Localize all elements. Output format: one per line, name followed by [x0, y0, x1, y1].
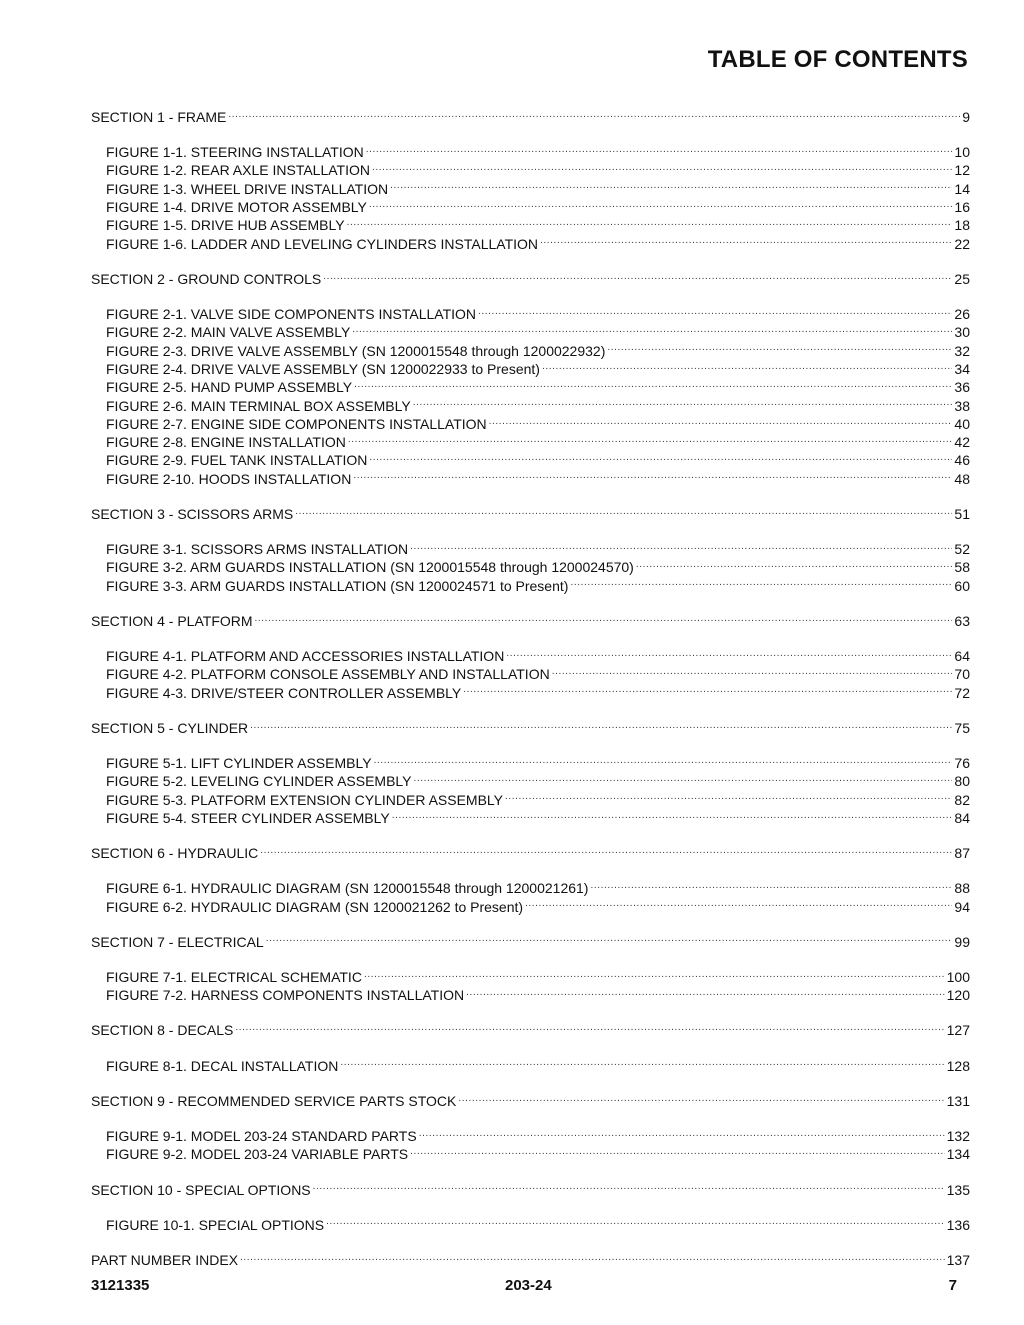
- dot-leader: [570, 577, 952, 591]
- toc-figure-entry[interactable]: [91, 216, 970, 234]
- toc-section-entry-page: 135: [946, 1181, 970, 1198]
- toc-section-entry[interactable]: [91, 270, 970, 288]
- toc-figure-entry[interactable]: [91, 342, 970, 360]
- toc-section-entry[interactable]: [91, 1021, 970, 1039]
- dot-leader: [255, 612, 953, 626]
- toc-figure-entry-label: FIGURE 1-5. DRIVE HUB ASSEMBLY: [106, 217, 345, 234]
- dot-leader: [374, 754, 953, 768]
- toc-figure-entry-label: FIGURE 2-7. ENGINE SIDE COMPONENTS INSTALLATION: [106, 415, 487, 432]
- toc-section-entry[interactable]: [91, 1251, 970, 1269]
- toc-figure-entry-label: FIGURE 2-6. MAIN TERMINAL BOX ASSEMBLY: [106, 397, 411, 414]
- footer-doc-number: 3121335: [91, 1277, 150, 1294]
- toc-figure-entry-page: 18: [954, 217, 970, 234]
- toc-figure-entry-label: FIGURE 2-2. MAIN VALVE ASSEMBLY: [106, 324, 351, 341]
- toc-section-entry-label: SECTION 9 - RECOMMENDED SERVICE PARTS STOCK: [91, 1092, 457, 1109]
- toc-section-entry-label: SECTION 4 - PLATFORM: [91, 612, 253, 629]
- dot-leader: [392, 809, 953, 823]
- toc-section-entry-page: 75: [954, 719, 970, 736]
- toc-figure-entry[interactable]: [91, 986, 970, 1004]
- toc-figure-entry-page: 34: [954, 360, 970, 377]
- toc-figure-entry-page: 26: [954, 306, 970, 323]
- dot-leader: [542, 360, 952, 374]
- toc-figure-entry[interactable]: [91, 143, 970, 161]
- dot-leader: [410, 540, 952, 554]
- toc-figure-entry[interactable]: [91, 235, 970, 253]
- toc-figure-entry-label: FIGURE 2-3. DRIVE VALVE ASSEMBLY (SN 1200015548 through 1200022932): [106, 342, 606, 359]
- toc-figure-entry-page: 52: [954, 541, 970, 558]
- toc-figure-entry-label: FIGURE 7-1. ELECTRICAL SCHEMATIC: [106, 968, 362, 985]
- toc-figure-entry[interactable]: [91, 1127, 970, 1145]
- dot-leader: [228, 108, 960, 122]
- toc-figure-entry[interactable]: [91, 898, 970, 916]
- toc-section-entry-label: SECTION 8 - DECALS: [91, 1022, 234, 1039]
- toc-section-entry-page: 87: [954, 845, 970, 862]
- dot-leader: [419, 1127, 945, 1141]
- toc-section-entry-page: 137: [946, 1251, 970, 1268]
- dot-leader: [366, 143, 953, 157]
- toc-figure-entry-page: 42: [954, 434, 970, 451]
- toc-figure-entry-page: 88: [954, 880, 970, 897]
- toc-section-entry-label: SECTION 1 - FRAME: [91, 109, 227, 125]
- dot-leader: [590, 879, 952, 893]
- toc-section-entry-label: SECTION 6 - HYDRAULIC: [91, 845, 259, 862]
- toc-figure-entry-label: FIGURE 2-4. DRIVE VALVE ASSEMBLY (SN 1200022933 to Present): [106, 360, 540, 377]
- toc-figure-entry[interactable]: [91, 397, 970, 415]
- toc-figure-entry[interactable]: [91, 470, 970, 488]
- toc-figure-entry[interactable]: [91, 577, 970, 595]
- toc-section-entry-page: 63: [954, 612, 970, 629]
- dot-leader: [414, 772, 953, 786]
- dot-leader: [636, 558, 953, 572]
- toc-figure-entry[interactable]: [91, 378, 970, 396]
- toc-section-entry-page: 51: [954, 505, 970, 522]
- toc-section-entry[interactable]: [91, 1092, 970, 1110]
- toc-figure-entry-label: FIGURE 1-1. STEERING INSTALLATION: [106, 144, 364, 161]
- toc-figure-entry-label: FIGURE 2-1. VALVE SIDE COMPONENTS INSTALLATION: [106, 306, 477, 323]
- toc-figure-entry-label: FIGURE 9-2. MODEL 203-24 VARIABLE PARTS: [106, 1146, 409, 1163]
- footer-page-number: 7: [948, 1277, 957, 1294]
- toc-figure-entry-page: 10: [954, 144, 970, 161]
- toc-figure-entry-page: 64: [954, 648, 970, 665]
- toc-figure-entry-page: 84: [954, 809, 970, 826]
- toc-figure-entry[interactable]: [91, 323, 970, 341]
- toc-section-entry-page: 127: [946, 1022, 970, 1039]
- dot-leader: [489, 415, 953, 429]
- dot-leader: [413, 397, 953, 411]
- toc-figure-entry-page: 128: [946, 1057, 970, 1074]
- toc-figure-entry-label: FIGURE 1-3. WHEEL DRIVE INSTALLATION: [106, 180, 389, 197]
- dot-leader: [340, 1057, 944, 1071]
- toc-figure-entry-label: FIGURE 6-1. HYDRAULIC DIAGRAM (SN 1200015548 through 1200021261): [106, 880, 589, 897]
- footer-model: 203-24: [505, 1277, 552, 1294]
- toc-figure-entry[interactable]: [91, 791, 970, 809]
- toc-section-entry-label: PART NUMBER INDEX: [91, 1251, 239, 1268]
- dot-leader: [369, 451, 952, 465]
- toc-figure-entry[interactable]: [91, 540, 970, 558]
- toc-section-entry-label: SECTION 5 - CYLINDER: [91, 719, 249, 736]
- dot-leader: [506, 647, 952, 661]
- toc-figure-entry-label: FIGURE 3-2. ARM GUARDS INSTALLATION (SN 1200015548 through 1200024570): [106, 559, 634, 576]
- dot-leader: [369, 198, 953, 212]
- dot-leader: [525, 898, 952, 912]
- dot-leader: [260, 844, 952, 858]
- toc-figure-entry[interactable]: [91, 684, 970, 702]
- table-of-contents: [91, 108, 970, 1269]
- toc-section-entry-page: 25: [954, 270, 970, 287]
- toc-figure-entry-page: 38: [954, 397, 970, 414]
- toc-figure-entry-label: FIGURE 5-4. STEER CYLINDER ASSEMBLY: [106, 809, 390, 826]
- toc-figure-entry-label: FIGURE 2-10. HOODS INSTALLATION: [106, 470, 352, 487]
- toc-figure-entry[interactable]: [91, 879, 970, 897]
- dot-leader: [323, 270, 952, 284]
- toc-figure-entry-label: FIGURE 1-6. LADDER AND LEVELING CYLINDERS INSTALLATION: [106, 235, 539, 252]
- toc-figure-entry-page: 132: [946, 1128, 970, 1145]
- toc-figure-entry[interactable]: [91, 558, 970, 576]
- toc-figure-entry-page: 76: [954, 755, 970, 772]
- toc-section-entry-label: SECTION 7 - ELECTRICAL: [91, 933, 264, 950]
- toc-figure-entry[interactable]: [91, 1145, 970, 1163]
- dot-leader: [466, 986, 945, 1000]
- toc-figure-entry[interactable]: [91, 1216, 970, 1234]
- dot-leader: [478, 305, 952, 319]
- dot-leader: [352, 323, 952, 337]
- toc-figure-entry-page: 40: [954, 415, 970, 432]
- toc-figure-entry-page: 12: [954, 162, 970, 179]
- toc-figure-entry-page: 48: [954, 470, 970, 487]
- toc-section-entry[interactable]: [91, 933, 970, 951]
- toc-figure-entry[interactable]: [91, 665, 970, 683]
- toc-figure-entry[interactable]: [91, 360, 970, 378]
- toc-figure-entry-page: 32: [954, 342, 970, 359]
- toc-figure-entry[interactable]: [91, 1057, 970, 1075]
- dot-leader: [348, 433, 953, 447]
- toc-section-entry[interactable]: [91, 612, 970, 630]
- toc-figure-entry-label: FIGURE 5-1. LIFT CYLINDER ASSEMBLY: [106, 755, 372, 772]
- toc-section-entry[interactable]: [91, 108, 970, 126]
- dot-leader: [266, 933, 953, 947]
- toc-section-entry[interactable]: [91, 505, 970, 523]
- dot-leader: [347, 216, 953, 230]
- toc-section-entry-label: SECTION 2 - GROUND CONTROLS: [91, 270, 322, 287]
- toc-figure-entry-page: 136: [946, 1216, 970, 1233]
- dot-leader: [505, 791, 952, 805]
- toc-figure-entry-label: FIGURE 6-2. HYDRAULIC DIAGRAM (SN 1200021262 to Present): [106, 898, 524, 915]
- toc-figure-entry-label: FIGURE 3-1. SCISSORS ARMS INSTALLATION: [106, 541, 409, 558]
- dot-leader: [313, 1181, 945, 1195]
- dot-leader: [354, 378, 952, 392]
- toc-section-entry-page: 9: [962, 109, 970, 125]
- toc-section-entry[interactable]: [91, 1181, 970, 1199]
- toc-section-entry-page: 99: [954, 933, 970, 950]
- toc-figure-entry-label: FIGURE 8-1. DECAL INSTALLATION: [106, 1057, 339, 1074]
- toc-figure-entry-label: FIGURE 1-4. DRIVE MOTOR ASSEMBLY: [106, 199, 367, 216]
- toc-figure-entry[interactable]: [91, 305, 970, 323]
- toc-section-entry-page: 131: [946, 1092, 970, 1109]
- dot-leader: [240, 1251, 945, 1265]
- toc-figure-entry[interactable]: [91, 433, 970, 451]
- toc-figure-entry-page: 58: [954, 559, 970, 576]
- toc-figure-entry-label: FIGURE 7-2. HARNESS COMPONENTS INSTALLATION: [106, 987, 465, 1004]
- toc-figure-entry-label: FIGURE 4-2. PLATFORM CONSOLE ASSEMBLY AND INSTALLATION: [106, 666, 550, 683]
- toc-figure-entry[interactable]: [91, 161, 970, 179]
- toc-figure-entry-page: 14: [954, 180, 970, 197]
- toc-figure-entry-label: FIGURE 9-1. MODEL 203-24 STANDARD PARTS: [106, 1128, 417, 1145]
- toc-figure-entry-page: 94: [954, 898, 970, 915]
- toc-figure-entry-label: FIGURE 2-9. FUEL TANK INSTALLATION: [106, 452, 368, 469]
- toc-figure-entry-page: 70: [954, 666, 970, 683]
- toc-figure-entry-page: 60: [954, 577, 970, 594]
- dot-leader: [250, 719, 952, 733]
- toc-figure-entry[interactable]: [91, 180, 970, 198]
- toc-figure-entry-label: FIGURE 2-8. ENGINE INSTALLATION: [106, 434, 346, 451]
- dot-leader: [540, 235, 952, 249]
- dot-leader: [295, 505, 952, 519]
- dot-leader: [364, 968, 945, 982]
- toc-figure-entry-label: FIGURE 3-3. ARM GUARDS INSTALLATION (SN 1200024571 to Present): [106, 577, 569, 594]
- toc-figure-entry-page: 16: [954, 199, 970, 216]
- toc-section-entry[interactable]: [91, 844, 970, 862]
- toc-figure-entry-page: 134: [946, 1146, 970, 1163]
- toc-figure-entry-page: 46: [954, 452, 970, 469]
- dot-leader: [607, 342, 952, 356]
- toc-figure-entry[interactable]: [91, 415, 970, 433]
- page-title: TABLE OF CONTENTS: [707, 46, 968, 73]
- toc-figure-entry-label: FIGURE 5-2. LEVELING CYLINDER ASSEMBLY: [106, 773, 412, 790]
- toc-section-entry-label: SECTION 3 - SCISSORS ARMS: [91, 505, 294, 522]
- toc-figure-entry-page: 72: [954, 684, 970, 701]
- toc-figure-entry-label: FIGURE 10-1. SPECIAL OPTIONS: [106, 1216, 325, 1233]
- toc-figure-entry[interactable]: [91, 754, 970, 772]
- dot-leader: [463, 684, 952, 698]
- toc-figure-entry-label: FIGURE 1-2. REAR AXLE INSTALLATION: [106, 162, 370, 179]
- dot-leader: [390, 180, 952, 194]
- dot-leader: [552, 665, 953, 679]
- dot-leader: [353, 470, 952, 484]
- toc-figure-entry[interactable]: [91, 968, 970, 986]
- toc-figure-entry-label: FIGURE 4-3. DRIVE/STEER CONTROLLER ASSEMBLY: [106, 684, 462, 701]
- dot-leader: [235, 1021, 944, 1035]
- toc-figure-entry-page: 120: [946, 987, 970, 1004]
- toc-figure-entry[interactable]: [91, 647, 970, 665]
- toc-figure-entry[interactable]: [91, 451, 970, 469]
- toc-figure-entry[interactable]: [91, 198, 970, 216]
- toc-figure-entry-label: FIGURE 5-3. PLATFORM EXTENSION CYLINDER ASSEMBLY: [106, 791, 504, 808]
- toc-section-entry-label: SECTION 10 - SPECIAL OPTIONS: [91, 1181, 311, 1198]
- dot-leader: [372, 161, 952, 175]
- toc-figure-entry-page: 22: [954, 235, 970, 252]
- toc-figure-entry-page: 82: [954, 791, 970, 808]
- toc-section-entry[interactable]: [91, 719, 970, 737]
- dot-leader: [410, 1145, 944, 1159]
- toc-figure-entry-page: 36: [954, 379, 970, 396]
- toc-figure-entry[interactable]: [91, 809, 970, 827]
- dot-leader: [326, 1216, 945, 1230]
- toc-figure-entry-label: FIGURE 2-5. HAND PUMP ASSEMBLY: [106, 379, 353, 396]
- toc-figure-entry-page: 80: [954, 773, 970, 790]
- dot-leader: [458, 1092, 944, 1106]
- toc-figure-entry-label: FIGURE 4-1. PLATFORM AND ACCESSORIES INSTALLATION: [106, 648, 505, 665]
- toc-figure-entry-page: 100: [946, 968, 970, 985]
- toc-figure-entry[interactable]: [91, 772, 970, 790]
- toc-figure-entry-page: 30: [954, 324, 970, 341]
